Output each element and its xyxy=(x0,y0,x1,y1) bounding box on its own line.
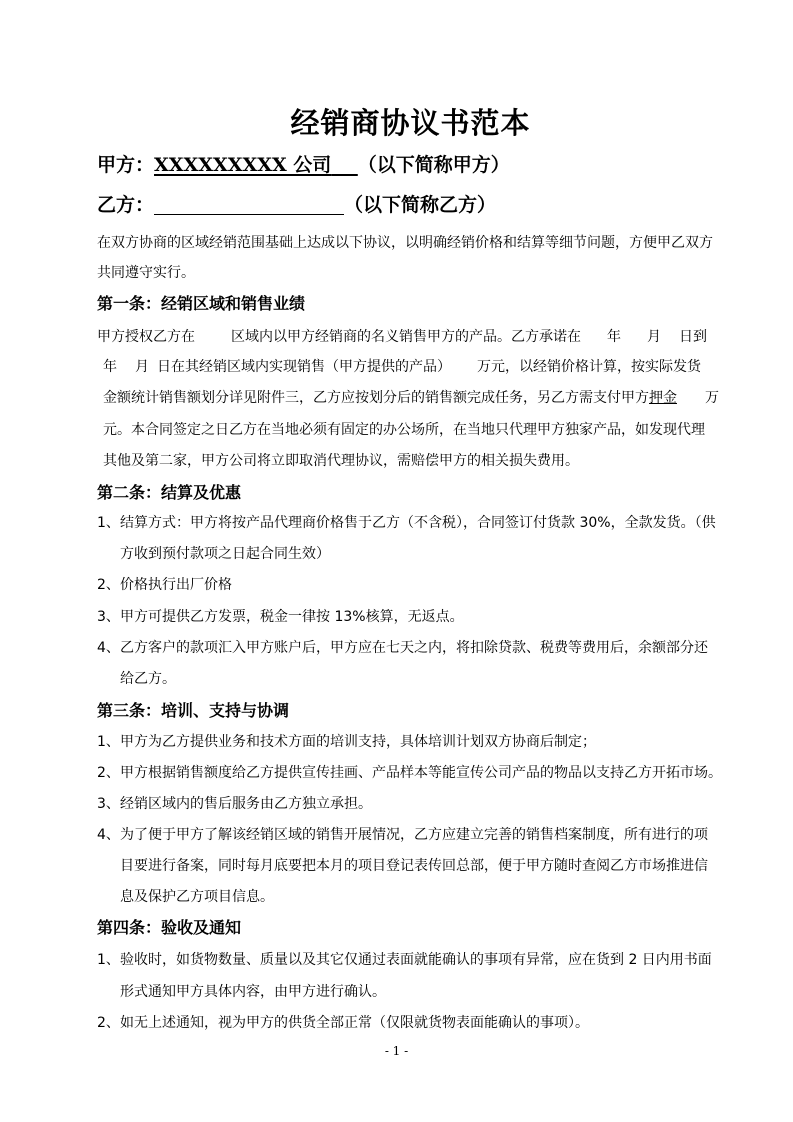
party-a-prefix: 甲方： xyxy=(97,154,155,176)
article-2-item-4-cont: 给乙方。 xyxy=(120,671,176,687)
article-3-heading: 第三条：培训、支持与协调 xyxy=(97,701,290,720)
party-a-suffix: （以下简称甲方） xyxy=(357,154,510,176)
article-3-item-3: 3、经销区域内的售后服务由乙方独立承担。 xyxy=(97,796,372,812)
article-1-line-1: 甲方授权乙方在 区域内以甲方经销商的名义销售甲方的产品。乙方承诺在 年 月 日到 xyxy=(97,329,707,345)
party-b-suffix: （以下简称乙方） xyxy=(344,194,497,216)
party-b-line xyxy=(97,190,496,220)
article-2-item-3: 3、甲方可提供乙方发票，税金一律按 13%核算，无返点。 xyxy=(97,609,464,625)
article-2-heading: 第二条：结算及优惠 xyxy=(97,483,242,502)
article-4-item-1: 1、验收时，如货物数量、质量以及其它仅通过表面就能确认的事项有异常，应在货到 2 日内用书面 xyxy=(97,952,712,968)
article-3-item-4-cont-2: 息及保护乙方项目信息。 xyxy=(120,889,274,905)
article-4-heading: 第四条：验收及通知 xyxy=(97,918,242,937)
party-b-name-blank xyxy=(154,194,344,215)
article-1-line-5: 其他及第二家，甲方公司将立即取消代理协议，需赔偿甲方的相关损失费用。 xyxy=(103,453,579,469)
article-3-item-4-cont-1: 目要进行备案，同时每月底要把本月的项目登记表传回总部，便于甲方随时查阅乙方市场推进信 xyxy=(120,858,708,874)
article-4-item-1-cont: 形式通知甲方具体内容，由甲方进行确认。 xyxy=(120,984,386,1000)
document-title: 经销商协议书范本 xyxy=(290,106,531,140)
article-3-item-1: 1、甲方为乙方提供业务和技术方面的培训支持，具体培训计划双方协商后制定； xyxy=(97,734,596,750)
article-2-item-1-cont: 方收到预付款项之日起合同生效） xyxy=(120,546,330,562)
article-4-item-2: 2、如无上述通知，视为甲方的供货全部正常（仅限就货物表面能确认的事项）。 xyxy=(97,1015,589,1031)
article-3-item-4: 4、为了便于甲方了解该经销区域的销售开展情况，乙方应建立完善的销售档案制度，所有进行的项 xyxy=(97,827,708,843)
party-a-line xyxy=(97,150,510,180)
intro-line-2: 共同遵守实行。 xyxy=(97,265,195,281)
article-1-line-2: 年 月 日在其经销区域内实现销售（甲方提供的产品） 万元，以经销价格计算，按实际发货 xyxy=(103,359,701,375)
article-2-item-1: 1、结算方式：甲方将按产品代理商价格售于乙方（不含税），合同签订付货款 30%，全款发货。（供 xyxy=(97,515,716,531)
article-3-item-2: 2、甲方根据销售额度给乙方提供宣传挂画、产品样本等能宣传公司产品的物品以支持乙方开拓市场。 xyxy=(97,765,722,781)
article-1-line-3: 金额统计销售额划分详见附件三，乙方应按划分后的销售额完成任务，另乙方需支付甲方押金 万 xyxy=(103,390,719,406)
article-2-item-2: 2、价格执行出厂价格 xyxy=(97,577,232,593)
intro-line-1: 在双方协商的区域经销范围基础上达成以下协议，以明确经销价格和结算等细节问题，方便甲乙双方 xyxy=(97,235,713,251)
party-b-prefix: 乙方： xyxy=(97,194,155,216)
article-1-heading: 第一条：经销区域和销售业绩 xyxy=(97,294,306,313)
article-2-item-4: 4、乙方客户的款项汇入甲方账户后，甲方应在七天之内，将扣除贷款、税费等费用后，余额部分还 xyxy=(97,640,708,656)
page-number: - 1 - xyxy=(384,1044,409,1058)
party-a-name: XXXXXXXXX 公司 xyxy=(154,154,332,176)
article-1-line-4: 元。本合同签定之日乙方在当地必须有固定的办公场所，在当地只代理甲方独家产品，如发现代理 xyxy=(103,422,705,438)
